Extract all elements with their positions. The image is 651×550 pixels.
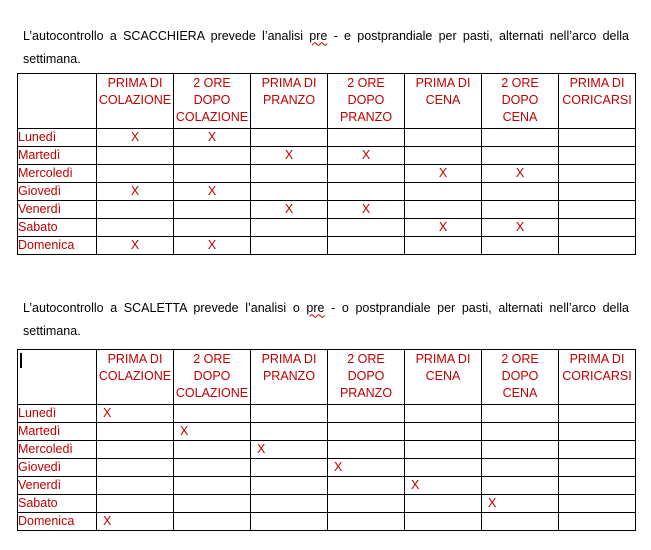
empty-cell: [328, 513, 405, 531]
empty-cell: [328, 165, 405, 183]
empty-cell: [482, 459, 559, 477]
empty-cell: [97, 495, 174, 513]
corner-cell: [18, 74, 97, 129]
checked-cell: X: [482, 495, 559, 513]
empty-cell: [174, 513, 251, 531]
checked-cell: X: [97, 513, 174, 531]
para2-text-after: - o postprandiale per pasti, alternati nell’arco della settimana.: [23, 300, 629, 338]
checked-cell: X: [97, 183, 174, 201]
empty-cell: [328, 183, 405, 201]
empty-cell: [482, 201, 559, 219]
empty-cell: [174, 441, 251, 459]
empty-cell: [559, 495, 636, 513]
checked-cell: X: [482, 219, 559, 237]
empty-cell: [251, 183, 328, 201]
empty-cell: [328, 405, 405, 423]
empty-cell: [251, 405, 328, 423]
table-row: [18, 201, 636, 219]
day-label: Giovedì: [18, 459, 97, 477]
day-label: Domenica: [18, 513, 97, 531]
empty-cell: [405, 513, 482, 531]
table-row: [18, 423, 636, 441]
checked-cell: X: [251, 441, 328, 459]
column-header: PRIMA DI PRANZO: [251, 350, 328, 405]
checked-cell: X: [405, 477, 482, 495]
checked-cell: X: [174, 237, 251, 255]
checked-cell: X: [405, 219, 482, 237]
empty-cell: [251, 165, 328, 183]
empty-cell: [328, 423, 405, 441]
empty-cell: [174, 459, 251, 477]
checked-cell: X: [174, 423, 251, 441]
empty-cell: [97, 165, 174, 183]
empty-cell: [482, 477, 559, 495]
para1-text-after: - e postprandiale per pasti, alternati nell’arco della settimana.: [23, 28, 629, 66]
empty-cell: [174, 405, 251, 423]
empty-cell: [174, 495, 251, 513]
empty-cell: [251, 219, 328, 237]
empty-cell: [559, 201, 636, 219]
empty-cell: [251, 237, 328, 255]
empty-cell: [97, 459, 174, 477]
day-label: Sabato: [18, 219, 97, 237]
empty-cell: [328, 129, 405, 147]
table-row: [18, 219, 636, 237]
day-label: Venerdì: [18, 477, 97, 495]
empty-cell: [405, 405, 482, 423]
checked-cell: X: [328, 201, 405, 219]
checked-cell: X: [97, 405, 174, 423]
checked-cell: X: [251, 147, 328, 165]
empty-cell: [559, 513, 636, 531]
checked-cell: X: [482, 165, 559, 183]
checked-cell: X: [405, 165, 482, 183]
empty-cell: [482, 129, 559, 147]
empty-cell: [482, 147, 559, 165]
empty-cell: [405, 459, 482, 477]
empty-cell: [328, 441, 405, 459]
scacchiera-table: [17, 73, 636, 255]
checked-cell: X: [174, 129, 251, 147]
empty-cell: [559, 477, 636, 495]
empty-cell: [174, 219, 251, 237]
table-row: [18, 495, 636, 513]
day-label: Lunedì: [18, 405, 97, 423]
table-row: [18, 477, 636, 495]
column-header: PRIMA DI CORICARSI: [559, 350, 636, 405]
empty-cell: [97, 477, 174, 495]
empty-cell: [559, 183, 636, 201]
empty-cell: [559, 237, 636, 255]
checked-cell: X: [97, 129, 174, 147]
empty-cell: [405, 147, 482, 165]
day-label: Domenica: [18, 237, 97, 255]
scaletta-table: [17, 349, 636, 531]
header-row: [18, 74, 636, 129]
day-label: Lunedì: [18, 129, 97, 147]
empty-cell: [251, 477, 328, 495]
empty-cell: [405, 201, 482, 219]
day-label: Martedì: [18, 423, 97, 441]
text-cursor: [20, 353, 22, 368]
table-row: [18, 405, 636, 423]
empty-cell: [251, 513, 328, 531]
empty-cell: [559, 441, 636, 459]
empty-cell: [251, 495, 328, 513]
column-header: 2 ORE DOPO COLAZIONE: [174, 350, 251, 405]
empty-cell: [405, 237, 482, 255]
day-label: Sabato: [18, 495, 97, 513]
empty-cell: [251, 423, 328, 441]
corner-cell: [18, 350, 97, 405]
day-label: Giovedì: [18, 183, 97, 201]
table-row: [18, 183, 636, 201]
empty-cell: [328, 477, 405, 495]
column-header: 2 ORE DOPO PRANZO: [328, 74, 405, 129]
empty-cell: [174, 147, 251, 165]
empty-cell: [174, 201, 251, 219]
empty-cell: [559, 129, 636, 147]
empty-cell: [174, 477, 251, 495]
empty-cell: [251, 129, 328, 147]
day-label: Martedì: [18, 147, 97, 165]
empty-cell: [482, 513, 559, 531]
empty-cell: [559, 405, 636, 423]
para1-misspelled-word: pre: [309, 28, 328, 43]
empty-cell: [559, 219, 636, 237]
table-row: [18, 129, 636, 147]
table-row: [18, 441, 636, 459]
column-header: 2 ORE DOPO PRANZO: [328, 350, 405, 405]
paragraph-scacchiera: [23, 25, 629, 71]
empty-cell: [559, 423, 636, 441]
empty-cell: [97, 441, 174, 459]
column-header: PRIMA DI CENA: [405, 74, 482, 129]
empty-cell: [405, 495, 482, 513]
empty-cell: [482, 441, 559, 459]
empty-cell: [328, 237, 405, 255]
empty-cell: [405, 441, 482, 459]
empty-cell: [559, 165, 636, 183]
column-header: PRIMA DI CENA: [405, 350, 482, 405]
column-header: 2 ORE DOPO COLAZIONE: [174, 74, 251, 129]
empty-cell: [174, 165, 251, 183]
day-label: Mercoledì: [18, 165, 97, 183]
paragraph-scaletta: [23, 297, 629, 343]
column-header: PRIMA DI PRANZO: [251, 74, 328, 129]
empty-cell: [482, 405, 559, 423]
empty-cell: [405, 129, 482, 147]
para2-text-before: L’autocontrollo a SCALETTA prevede l’analisi o: [23, 300, 307, 315]
empty-cell: [251, 459, 328, 477]
empty-cell: [482, 237, 559, 255]
empty-cell: [405, 423, 482, 441]
column-header: 2 ORE DOPO CENA: [482, 350, 559, 405]
empty-cell: [328, 219, 405, 237]
empty-cell: [328, 495, 405, 513]
column-header: PRIMA DI CORICARSI: [559, 74, 636, 129]
empty-cell: [97, 219, 174, 237]
table-row: [18, 165, 636, 183]
empty-cell: [405, 183, 482, 201]
para1-text-before: L’autocontrollo a SCACCHIERA prevede l’analisi: [23, 28, 310, 43]
table-row: [18, 459, 636, 477]
empty-cell: [482, 423, 559, 441]
empty-cell: [97, 201, 174, 219]
table-row: [18, 513, 636, 531]
table-row: [18, 237, 636, 255]
checked-cell: X: [328, 147, 405, 165]
checked-cell: X: [328, 459, 405, 477]
empty-cell: [559, 459, 636, 477]
checked-cell: X: [251, 201, 328, 219]
table-row: [18, 147, 636, 165]
header-row: [18, 350, 636, 405]
column-header: 2 ORE DOPO CENA: [482, 74, 559, 129]
day-label: Mercoledì: [18, 441, 97, 459]
para2-misspelled-word: pre: [306, 300, 325, 315]
empty-cell: [482, 183, 559, 201]
checked-cell: X: [174, 183, 251, 201]
empty-cell: [97, 423, 174, 441]
checked-cell: X: [97, 237, 174, 255]
column-header: PRIMA DI COLAZIONE: [97, 74, 174, 129]
empty-cell: [559, 147, 636, 165]
column-header: PRIMA DI COLAZIONE: [97, 350, 174, 405]
day-label: Venerdì: [18, 201, 97, 219]
empty-cell: [97, 147, 174, 165]
